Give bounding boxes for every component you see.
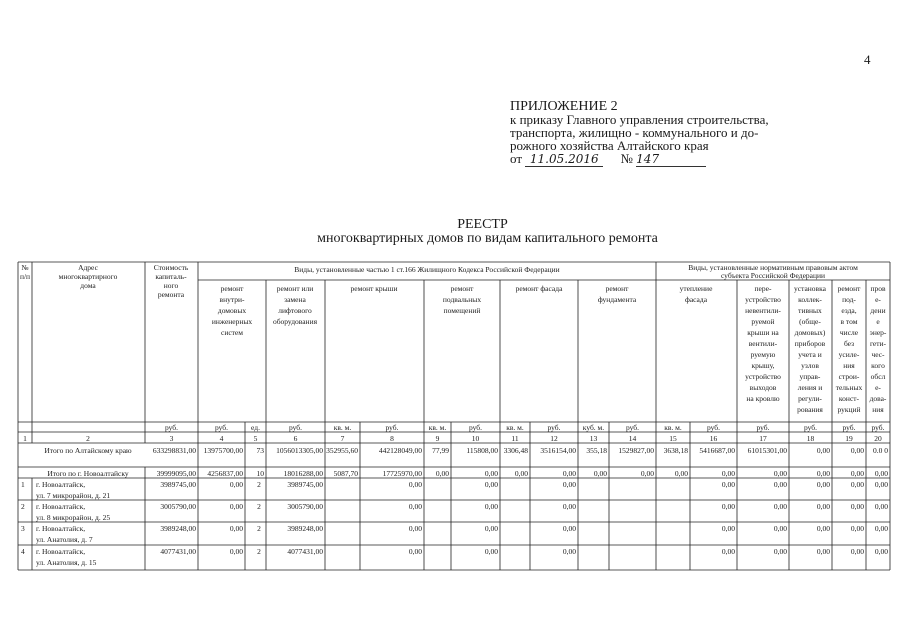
row-roof-conversion: 0,00 (773, 547, 787, 556)
row-roof: 0,00 (408, 547, 422, 556)
unit-label: руб. (165, 423, 178, 432)
svg-text:строи-: строи- (838, 372, 860, 381)
svg-text:кого: кого (871, 361, 885, 370)
appendix-line: транспорта, жилищно - коммунального и до- (510, 125, 759, 140)
row-energy: 0,00 (874, 524, 888, 533)
row-elevator-cost: 3989248,00 (287, 524, 323, 533)
svg-text:е-: е- (875, 383, 881, 392)
column-number: 1 (23, 434, 27, 443)
row-energy: 0,00 (874, 547, 888, 556)
appendix-title: ПРИЛОЖЕНИЕ 2 (510, 99, 618, 114)
row-elevator-cost: 3005790,00 (287, 502, 323, 511)
row-number: 1 (21, 480, 25, 489)
column-number: 10 (471, 434, 480, 443)
row-meters: 0,00 (816, 502, 830, 511)
row-engineering: 0,00 (229, 547, 243, 556)
header-no-2: п/п (19, 272, 31, 281)
unit-label: руб. (842, 423, 856, 432)
row-facade: 0,00 (562, 502, 576, 511)
svg-text:усиле-: усиле- (838, 350, 860, 359)
svg-text:рукций: рукций (837, 405, 861, 414)
row-elevator-cost: 3989745,00 (287, 480, 323, 489)
svg-text:невентили-: невентили- (745, 306, 781, 315)
svg-text:устройство: устройство (745, 372, 781, 381)
svg-text:без: без (843, 339, 855, 348)
header-basement-3: помещений (443, 306, 481, 315)
total-city-value: 4256837,00 (207, 469, 243, 478)
unit-label: руб. (756, 423, 770, 432)
svg-text:вентили-: вентили- (748, 339, 778, 348)
row-elevator-units: 2 (257, 502, 261, 511)
column-number: 7 (340, 434, 345, 443)
title-line-1: РЕЕСТР (457, 217, 508, 232)
svg-text:рования: рования (797, 405, 823, 414)
row-basement: 0,00 (484, 480, 498, 489)
column-number: 4 (219, 434, 224, 443)
row-elevator-units: 2 (257, 524, 261, 533)
header-foundation-2: фундамента (597, 295, 637, 304)
row-roof: 0,00 (408, 502, 422, 511)
unit-label: руб. (215, 423, 228, 432)
row-cost: 3989745,00 (160, 480, 196, 489)
svg-text:пров: пров (870, 284, 886, 293)
total-city-value: 0,00 (816, 469, 830, 478)
total-region-value: 3306,48 (503, 446, 528, 455)
row-meters: 0,00 (816, 547, 830, 556)
unit-label: руб. (547, 423, 561, 432)
row-engineering: 0,00 (229, 502, 243, 511)
row-elevator-cost: 4077431,00 (287, 547, 323, 556)
total-city-value: 5087,70 (333, 469, 358, 478)
column-number: 9 (435, 434, 440, 443)
row-elevator-units: 2 (257, 547, 261, 556)
row-address-street: ул. 8 микрорайон, д. 25 (36, 513, 111, 522)
header-facade: ремонт фасада (515, 284, 563, 293)
page-number: 4 (864, 52, 871, 67)
total-city-value: 10 (256, 469, 264, 478)
total-city-value: 17725970,00 (382, 469, 422, 478)
svg-text:домовых): домовых) (794, 328, 826, 337)
column-number: 20 (874, 434, 882, 443)
total-region-label: Итого по Алтайскому краю (44, 446, 132, 455)
total-city-value: 0,00 (484, 469, 498, 478)
header-structures (836, 284, 863, 414)
total-city-value: 0,00 (674, 469, 688, 478)
row-elevator-units: 2 (257, 480, 261, 489)
svg-text:коллек-: коллек- (798, 295, 822, 304)
svg-text:установка: установка (794, 284, 826, 293)
header-group2: Виды, установленные нормативным правовым актом (688, 263, 858, 272)
row-structures: 0,00 (850, 547, 864, 556)
total-region-value: 633298831,00 (152, 446, 196, 455)
svg-text:е: е (876, 317, 880, 326)
total-region-value: 1529827,00 (618, 446, 654, 455)
row-energy: 0,00 (874, 502, 888, 511)
row-address-street: ул. Анатолия, д. 15 (36, 558, 97, 567)
header-elevator-3: лифтового (278, 306, 312, 315)
header-address-2: многоквартирного (58, 272, 118, 281)
header-engineering: ремонт (220, 284, 244, 293)
total-city-label: Итого по г. Новоалтайску (47, 469, 129, 478)
svg-text:числе: числе (839, 328, 859, 337)
row-meters: 0,00 (816, 480, 830, 489)
column-number: 5 (253, 434, 258, 443)
svg-text:учета и: учета и (798, 350, 822, 359)
unit-label: руб. (871, 423, 885, 432)
row-number: 4 (21, 547, 25, 556)
row-insulation: 0,00 (721, 524, 735, 533)
svg-text:управ-: управ- (799, 372, 821, 381)
unit-label: руб. (707, 423, 720, 432)
svg-text:пере-: пере- (754, 284, 772, 293)
column-number: 14 (628, 434, 637, 443)
svg-text:обсл: обсл (870, 372, 886, 381)
svg-text:на кровлю: на кровлю (746, 394, 780, 403)
svg-text:энер-: энер- (869, 328, 887, 337)
svg-text:дени: дени (870, 306, 886, 315)
column-number: 6 (293, 434, 298, 443)
number-value: 147 (636, 153, 706, 167)
appendix-line: к приказу Главного управления строительства, (510, 112, 769, 127)
row-facade: 0,00 (562, 524, 576, 533)
row-structures: 0,00 (850, 524, 864, 533)
column-number: 12 (550, 434, 558, 443)
svg-text:тельных: тельных (835, 383, 863, 392)
total-region-value: 1056013305,00 (276, 446, 323, 455)
svg-text:регули-: регули- (798, 394, 822, 403)
header-foundation: ремонт (605, 284, 629, 293)
total-city-value: 0,00 (850, 469, 864, 478)
header-basement-2: подвальных (442, 295, 482, 304)
total-region-value: 115808,00 (466, 446, 498, 455)
svg-text:езда,: езда, (841, 306, 857, 315)
header-engineering-4: инженерных (211, 317, 253, 326)
row-address-city: г. Новоалтайск, (36, 524, 86, 533)
row-meters: 0,00 (816, 524, 830, 533)
header-address-3: дома (80, 281, 96, 290)
svg-text:крыши на: крыши на (747, 328, 779, 337)
row-basement: 0,00 (484, 524, 498, 533)
header-engineering-3: домовых (217, 306, 247, 315)
total-region-value: 0,00 (816, 446, 830, 455)
column-number: 18 (806, 434, 815, 443)
svg-text:под-: под- (842, 295, 856, 304)
appendix-line: рожного хозяйства Алтайского края (510, 138, 709, 153)
header-basement: ремонт (450, 284, 474, 293)
total-region-value: 3516154,00 (540, 446, 576, 455)
column-number: 8 (390, 434, 394, 443)
row-basement: 0,00 (484, 547, 498, 556)
column-number: 2 (86, 434, 90, 443)
header-engineering-5: систем (220, 328, 244, 337)
row-roof: 0,00 (408, 524, 422, 533)
svg-text:устройство: устройство (745, 295, 781, 304)
column-number: 3 (169, 434, 174, 443)
total-city-value: 0,00 (773, 469, 787, 478)
header-insulation: утепление (679, 284, 713, 293)
header-cost: Стоимость (153, 263, 189, 272)
row-engineering: 0,00 (229, 524, 243, 533)
header-elevator-4: оборудования (272, 317, 318, 326)
row-engineering: 0,00 (229, 480, 243, 489)
total-region-value: 73 (256, 446, 264, 455)
row-address-street: ул. Анатолия, д. 7 (36, 535, 93, 544)
row-facade: 0,00 (562, 480, 576, 489)
total-city-value: 0,00 (562, 469, 576, 478)
row-cost: 4077431,00 (160, 547, 196, 556)
total-region-value: 61015301,00 (747, 446, 787, 455)
column-number: 13 (589, 434, 598, 443)
total-city-value: 0,00 (721, 469, 735, 478)
unit-label: куб. м. (582, 423, 605, 432)
total-region-value: 5416687,00 (699, 446, 735, 455)
number-prefix: № (620, 151, 633, 166)
svg-text:(обще-: (обще- (799, 317, 821, 326)
row-cost: 3005790,00 (160, 502, 196, 511)
unit-label: руб. (385, 423, 399, 432)
column-number: 17 (759, 434, 767, 443)
svg-text:выходов: выходов (749, 383, 777, 392)
row-number: 2 (21, 502, 25, 511)
date-prefix: от (510, 151, 523, 166)
unit-label: кв. м. (333, 423, 352, 432)
unit-label: руб. (804, 423, 817, 432)
header-energy (870, 284, 887, 414)
total-region-value: 3638,18 (663, 446, 688, 455)
row-number: 3 (21, 524, 25, 533)
row-address-city: г. Новоалтайск, (36, 547, 86, 556)
svg-text:руемую: руемую (750, 350, 776, 359)
column-number: 15 (669, 434, 677, 443)
svg-text:ления и: ления и (797, 383, 823, 392)
row-insulation: 0,00 (721, 547, 735, 556)
header-elevator-2: замена (284, 295, 306, 304)
row-energy: 0,00 (874, 480, 888, 489)
total-region-value: 0,00 (850, 446, 864, 455)
unit-label: ед. (251, 423, 260, 432)
unit-label: руб. (626, 423, 639, 432)
total-city-value: 0,00 (435, 469, 449, 478)
row-roof-conversion: 0,00 (773, 524, 787, 533)
svg-text:руемой: руемой (751, 317, 775, 326)
header-no: № (21, 263, 29, 272)
row-address-city: г. Новоалтайск, (36, 480, 86, 489)
header-cost-3: ного (163, 281, 179, 290)
row-facade: 0,00 (562, 547, 576, 556)
svg-text:чес-: чес- (871, 350, 885, 359)
row-roof-conversion: 0,00 (773, 480, 787, 489)
header-meters (794, 284, 827, 414)
svg-text:конст-: конст- (838, 394, 860, 403)
row-structures: 0,00 (850, 480, 864, 489)
total-region-value: 442128049,00 (378, 446, 422, 455)
total-city-value: 0,00 (874, 469, 888, 478)
header-group2-2: субъекта Российской Федерации (720, 271, 826, 280)
header-group1: Виды, установленные частью 1 ст.166 Жилищного Кодекса Российской Федерации (294, 265, 560, 274)
svg-text:ния: ния (843, 361, 855, 370)
svg-text:дова-: дова- (869, 394, 887, 403)
unit-label: кв. м. (506, 423, 524, 432)
header-insulation-2: фасада (684, 295, 708, 304)
header-cost-4: ремонта (157, 290, 185, 299)
header-roof-conversion (745, 284, 781, 403)
total-city-value: 0,00 (593, 469, 607, 478)
row-roof-conversion: 0,00 (773, 502, 787, 511)
unit-label: кв. м. (428, 423, 447, 432)
total-city-value: 18016288,00 (283, 469, 323, 478)
header-engineering-2: внутри- (219, 295, 245, 304)
unit-label: руб. (469, 423, 482, 432)
row-basement: 0,00 (484, 502, 498, 511)
total-region-value: 352955,60 (326, 446, 358, 455)
header-roof: ремонт крыши (350, 284, 398, 293)
column-number: 19 (845, 434, 853, 443)
unit-label: руб. (289, 423, 302, 432)
row-insulation: 0,00 (721, 480, 735, 489)
svg-text:приборов: приборов (794, 339, 826, 348)
title-line-2: многоквартирных домов по видам капитального ремонта (317, 231, 658, 246)
total-region-value: 77,99 (432, 446, 449, 455)
row-address-city: г. Новоалтайск, (36, 502, 86, 511)
total-city-value: 0,00 (514, 469, 528, 478)
total-region-value: 0.0 0 (873, 446, 888, 455)
svg-text:крышу,: крышу, (751, 361, 775, 370)
svg-text:е-: е- (875, 295, 881, 304)
column-number: 16 (709, 434, 718, 443)
total-city-value: 39999095,00 (156, 469, 196, 478)
svg-text:тивных: тивных (798, 306, 822, 315)
svg-text:узлов: узлов (801, 361, 819, 370)
svg-text:ния: ния (872, 405, 884, 414)
total-region-value: 13975700,00 (203, 446, 243, 455)
svg-text:гети-: гети- (869, 339, 887, 348)
svg-text:в том: в том (840, 317, 858, 326)
row-structures: 0,00 (850, 502, 864, 511)
header-elevator: ремонт или (276, 284, 314, 293)
row-cost: 3989248,00 (160, 524, 196, 533)
header-cost-2: капиталь- (155, 272, 187, 281)
header-address: Адрес (78, 263, 98, 272)
column-number: 11 (511, 434, 519, 443)
row-roof: 0,00 (408, 480, 422, 489)
total-city-value: 0,00 (640, 469, 654, 478)
svg-text:ремонт: ремонт (837, 284, 861, 293)
row-address-street: ул. 7 микрорайон, д. 21 (36, 491, 111, 500)
row-insulation: 0,00 (721, 502, 735, 511)
unit-label: кв. м. (664, 423, 682, 432)
total-region-value: 355,18 (586, 446, 607, 455)
date-value: 11.05.2016 (525, 153, 603, 167)
